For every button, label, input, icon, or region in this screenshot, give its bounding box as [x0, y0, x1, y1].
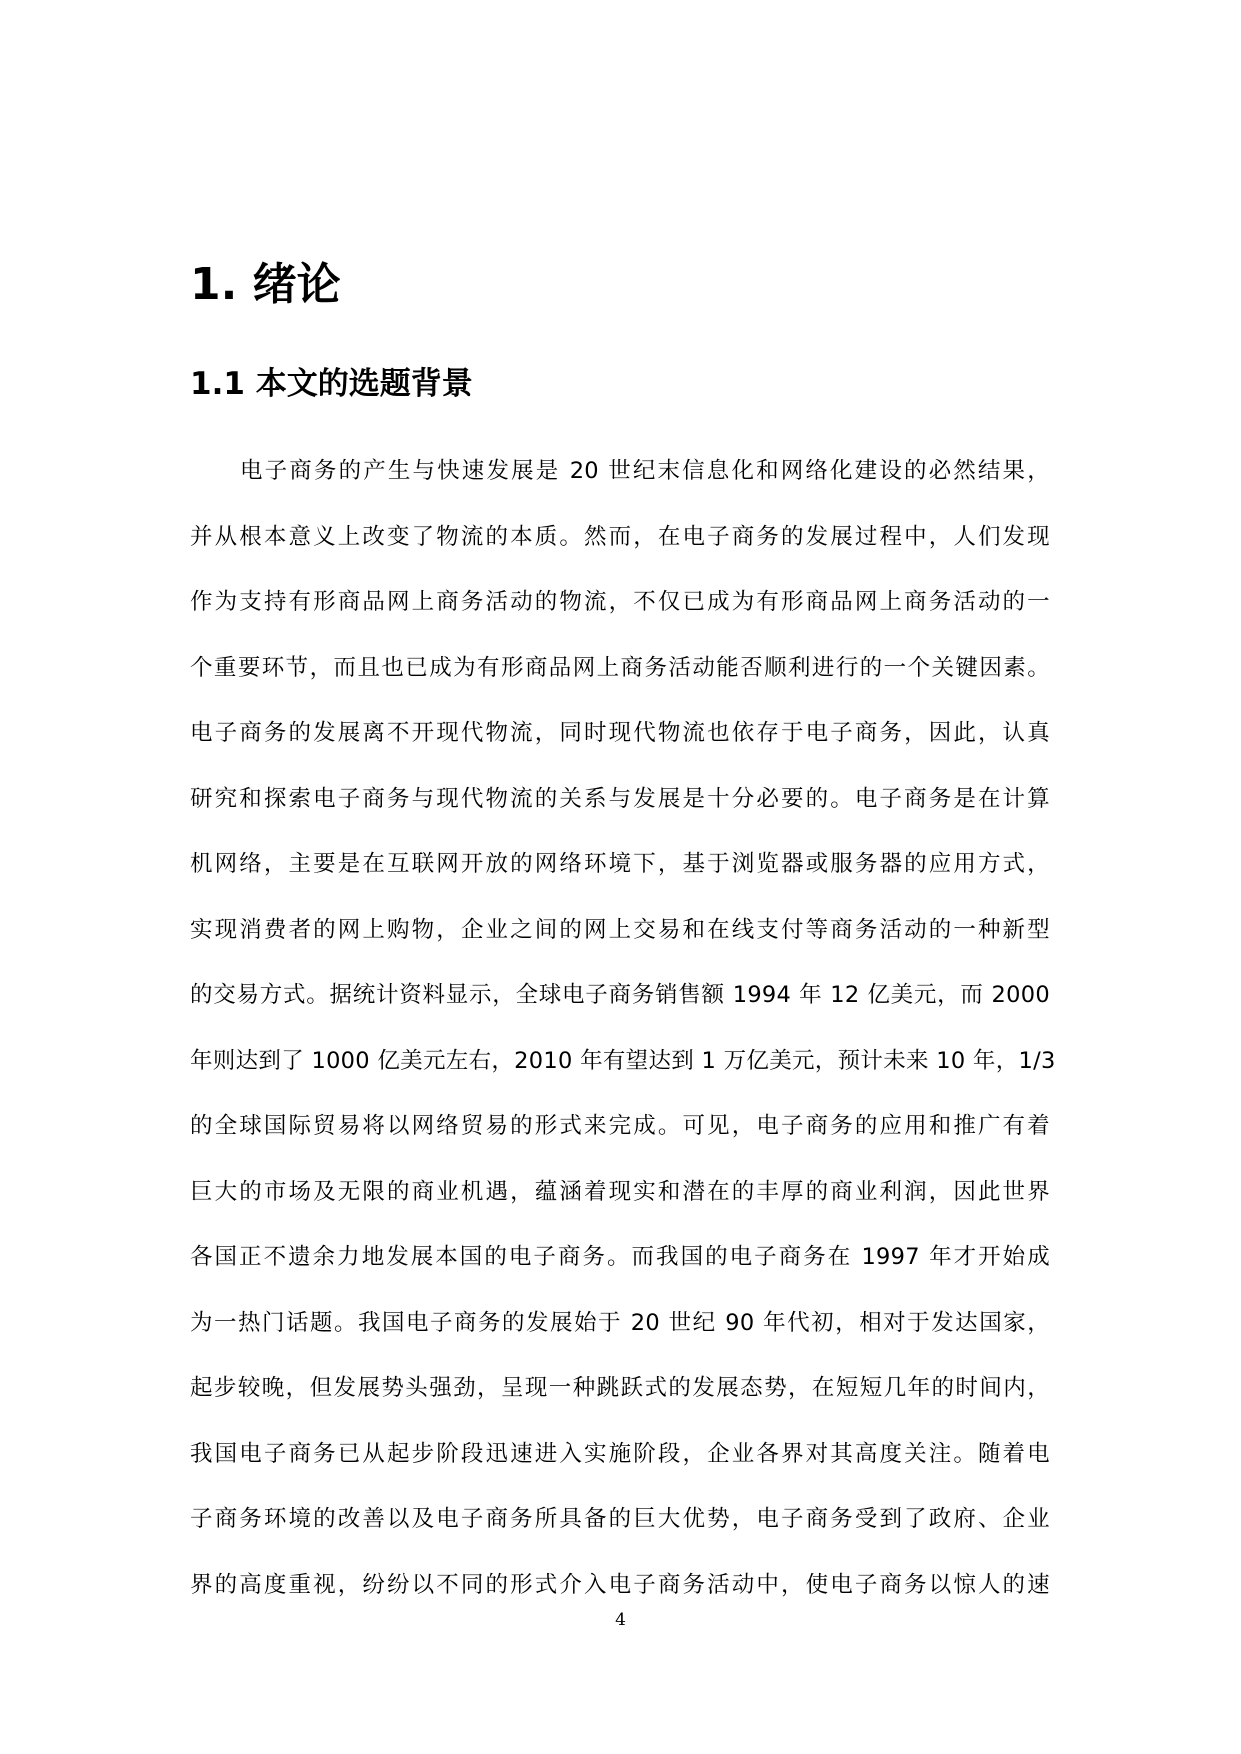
paragraph-line: 巨大的市场及无限的商业机遇，蕴涵着现实和潜在的丰厚的商业利润，因此世界 [190, 1178, 1050, 1205]
paragraph-line: 作为支持有形商品网上商务活动的物流，不仅已成为有形商品网上商务活动的一 [190, 589, 1050, 615]
paragraph-line: 起步较晚，但发展势头强劲，呈现一种跳跃式的发展态势，在短短几年的时间内， [190, 1375, 1050, 1401]
paragraph-line: 为一热门话题。我国电子商务的发展始于 20 世纪 90 年代初，相对于发达国家， [190, 1309, 1050, 1336]
paragraph-line: 机网络，主要是在互联网开放的网络环境下，基于浏览器或服务器的应用方式， [190, 851, 1050, 877]
paragraph-line: 电子商务的发展离不开现代物流，同时现代物流也依存于电子商务，因此，认真 [190, 720, 1050, 746]
paragraph-line: 的交易方式。据统计资料显示，全球电子商务销售额 1994 年 12 亿美元，而 2000 [190, 982, 1050, 1008]
body-paragraph [190, 453, 1056, 1632]
paragraph-line: 个重要环节，而且也已成为有形商品网上商务活动能否顺利进行的一个关键因素。 [190, 654, 1050, 681]
paragraph-line: 实现消费者的网上购物，企业之间的网上交易和在线支付等商务活动的一种新型 [190, 916, 1050, 943]
chapter-title: 1. 绪论 [190, 259, 341, 310]
paragraph-line: 并从根本意义上改变了物流的本质。然而，在电子商务的发展过程中，人们发现 [190, 523, 1050, 550]
paragraph-line: 的全球国际贸易将以网络贸易的形式来完成。可见，电子商务的应用和推广有着 [190, 1113, 1050, 1139]
paragraph-line: 我国电子商务已从起步阶段迅速进入实施阶段，企业各界对其高度关注。随着电 [190, 1440, 1050, 1467]
paragraph-line: 界的高度重视，纷纷以不同的形式介入电子商务活动中，使电子商务以惊人的速 [190, 1571, 1050, 1598]
paragraph-line: 子商务环境的改善以及电子商务所具备的巨大优势，电子商务受到了政府、企业 [190, 1506, 1050, 1532]
section-title: 1.1 本文的选题背景 [190, 366, 473, 402]
paragraph-line: 电子商务的产生与快速发展是 20 世纪末信息化和网络化建设的必然结果， [240, 458, 1050, 484]
paragraph-line: 年则达到了 1000 亿美元左右，2010 年有望达到 1 万亿美元，预计未来 10 年，1/3 [190, 1047, 1056, 1074]
page-number: 4 [615, 1610, 626, 1630]
paragraph-line: 各国正不遗余力地发展本国的电子商务。而我国的电子商务在 1997 年才开始成 [190, 1244, 1050, 1270]
paragraph-line: 研究和探索电子商务与现代物流的关系与发展是十分必要的。电子商务是在计算 [190, 785, 1050, 812]
